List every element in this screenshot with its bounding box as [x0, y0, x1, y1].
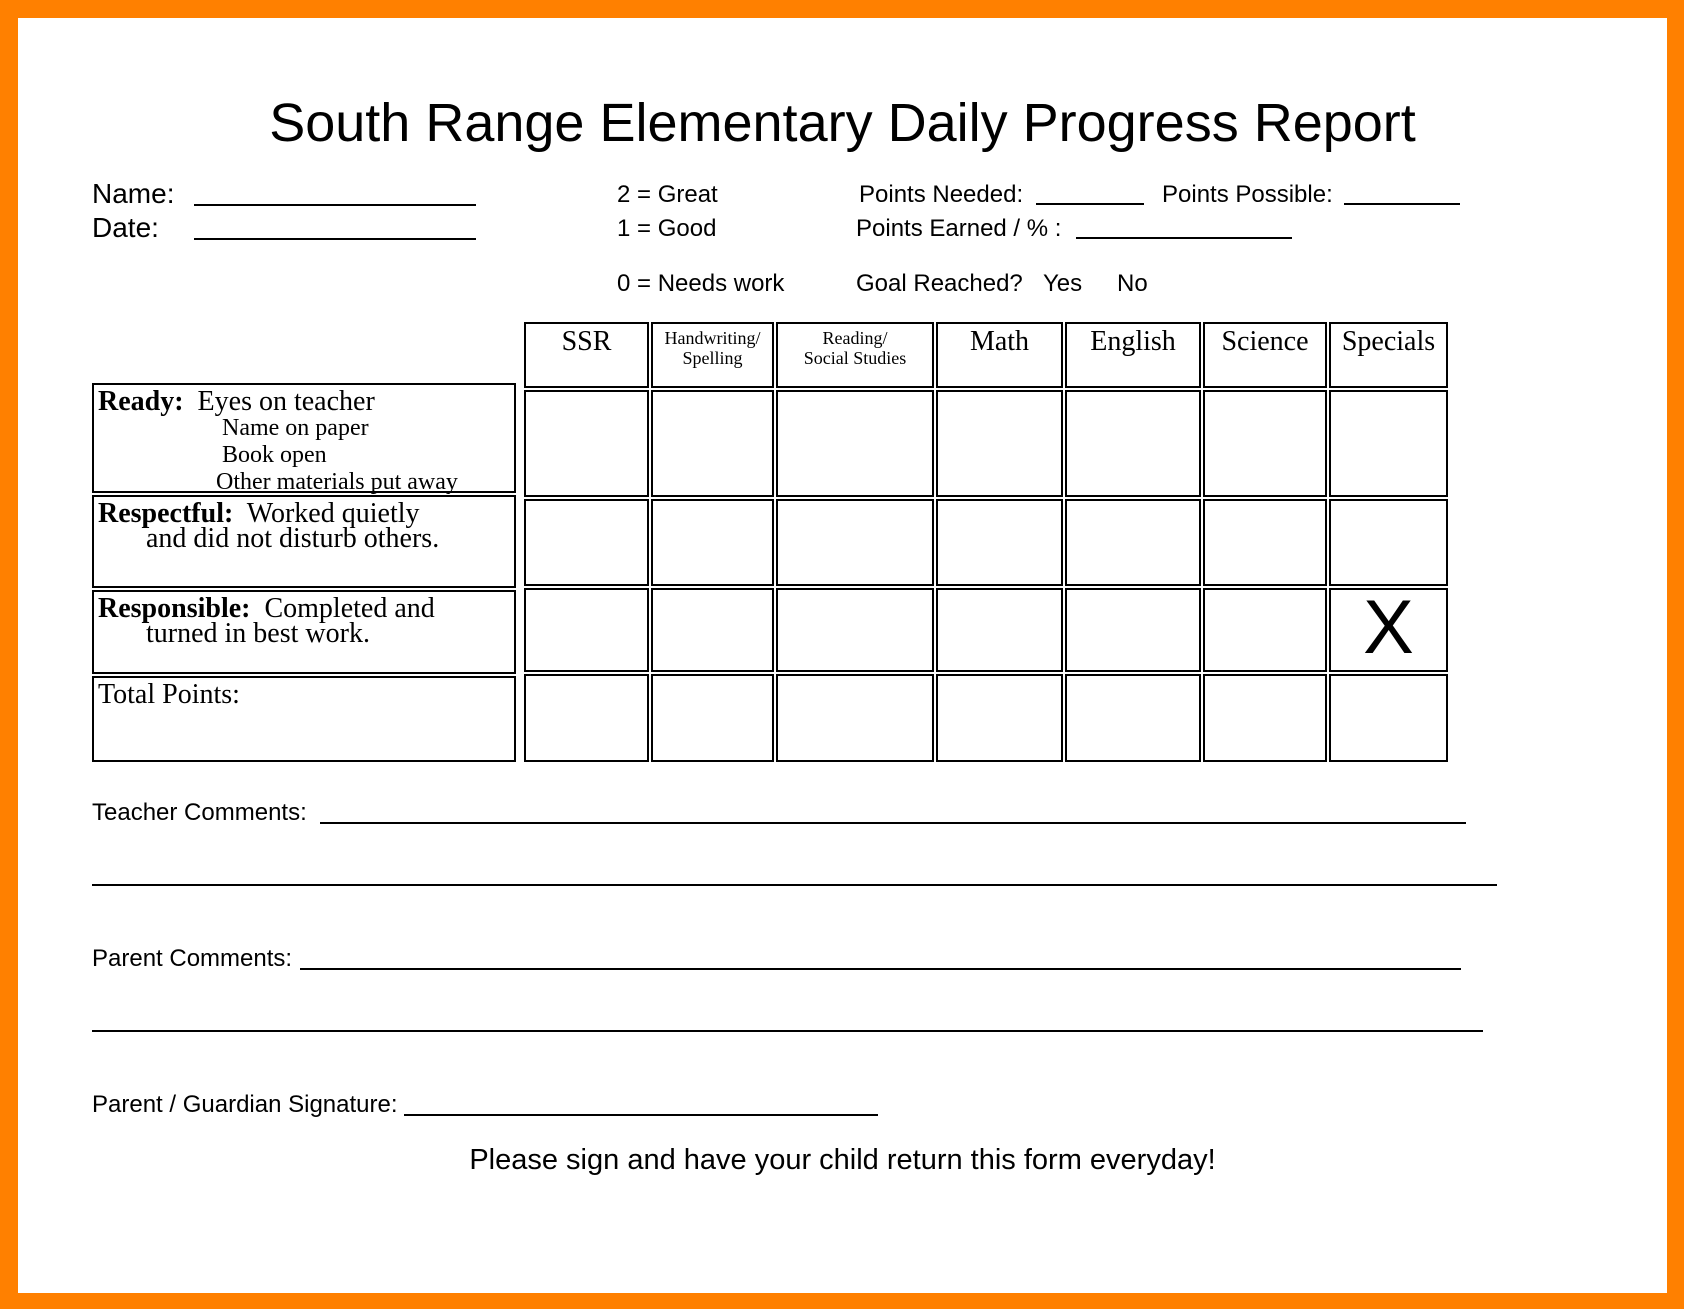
score-cell-responsible-3[interactable] — [776, 588, 934, 672]
score-cell-ready-5[interactable] — [1065, 390, 1201, 497]
points-needed-field[interactable] — [1036, 203, 1144, 205]
score-cell-responsible-5[interactable] — [1065, 588, 1201, 672]
score-cell-responsible-6[interactable] — [1203, 588, 1327, 672]
col-header-reading — [776, 322, 934, 388]
score-cell-total-4[interactable] — [936, 674, 1063, 762]
signature-line[interactable] — [404, 1114, 878, 1116]
score-cell-respectful-7[interactable] — [1329, 499, 1448, 586]
col-label-line2: Social Studies — [803, 348, 907, 368]
row-text-1: Worked quietly — [246, 498, 420, 529]
specials-responsible-mark: X — [1363, 585, 1414, 670]
footer-note: Please sign and have your child return this form everyday! — [469, 1144, 1216, 1176]
goal-no-option[interactable]: No — [1117, 270, 1148, 297]
row-label-total — [92, 676, 516, 762]
score-cell-total-1[interactable] — [524, 674, 649, 762]
col-label: Science — [1221, 326, 1309, 357]
points-possible-label: Points Possible: — [1162, 181, 1333, 208]
scale-good: 1 = Good — [617, 215, 717, 242]
parent-comments-line-1[interactable] — [300, 968, 1461, 970]
report-page — [18, 18, 1667, 1293]
points-earned-field[interactable] — [1076, 237, 1292, 239]
row-label-respectful — [92, 495, 516, 588]
score-cell-respectful-2[interactable] — [651, 499, 774, 586]
teacher-comments-line-1[interactable] — [320, 822, 1466, 824]
date-field[interactable] — [194, 238, 476, 240]
points-needed-label: Points Needed: — [859, 181, 1024, 208]
col-header-math — [936, 322, 1063, 388]
row-text-1: Completed and — [264, 593, 435, 624]
col-label: SSR — [561, 326, 612, 357]
col-header-ssr — [524, 322, 649, 388]
teacher-comments-line-2[interactable] — [92, 884, 1497, 886]
row-title: Ready: — [98, 386, 184, 417]
col-label: Specials — [1341, 326, 1436, 357]
score-cell-total-5[interactable] — [1065, 674, 1201, 762]
col-header-handwriting — [651, 322, 774, 388]
score-cell-respectful-5[interactable] — [1065, 499, 1201, 586]
name-label: Name: — [92, 178, 175, 209]
name-field[interactable] — [194, 204, 476, 206]
col-label: Math — [969, 326, 1030, 357]
signature-label: Parent / Guardian Signature: — [92, 1091, 398, 1118]
score-cell-respectful-4[interactable] — [936, 499, 1063, 586]
score-cell-respectful-3[interactable] — [776, 499, 934, 586]
row-text-2: turned in best work. — [146, 618, 370, 649]
score-cell-ready-4[interactable] — [936, 390, 1063, 497]
row-title: Responsible: — [98, 593, 251, 624]
col-header-english — [1065, 322, 1201, 388]
row-label-ready — [92, 383, 516, 493]
scale-great: 2 = Great — [617, 181, 718, 208]
score-cell-ready-1[interactable] — [524, 390, 649, 497]
row-text-2: Name on paper — [222, 415, 369, 441]
score-cell-ready-6[interactable] — [1203, 390, 1327, 497]
row-text-3: Book open — [222, 442, 327, 468]
col-label: English — [1090, 326, 1176, 357]
row-title: Total Points: — [98, 679, 240, 710]
col-label: Handwriting/ — [664, 328, 761, 348]
row-text-4: Other materials put away — [216, 469, 458, 495]
row-title: Respectful: — [98, 498, 234, 529]
points-possible-field[interactable] — [1344, 203, 1460, 205]
row-label-responsible — [92, 590, 516, 674]
row-text-1: Eyes on teacher — [197, 386, 375, 417]
parent-comments-label: Parent Comments: — [92, 945, 293, 972]
teacher-comments-label: Teacher Comments: — [92, 799, 307, 826]
page-title: South Range Elementary Daily Progress Report — [269, 93, 1416, 153]
score-cell-ready-2[interactable] — [651, 390, 774, 497]
col-label-line2: Spelling — [682, 348, 743, 368]
score-cell-total-3[interactable] — [776, 674, 934, 762]
score-cell-respectful-1[interactable] — [524, 499, 649, 586]
parent-comments-line-2[interactable] — [92, 1030, 1483, 1032]
scale-needs-work: 0 = Needs work — [617, 270, 785, 297]
date-label: Date: — [92, 212, 159, 243]
score-cell-total-6[interactable] — [1203, 674, 1327, 762]
score-cell-total-2[interactable] — [651, 674, 774, 762]
goal-yes-option[interactable]: Yes — [1043, 270, 1083, 297]
score-cell-total-7[interactable] — [1329, 674, 1448, 762]
score-cell-responsible-2[interactable] — [651, 588, 774, 672]
points-earned-label: Points Earned / % : — [856, 215, 1062, 242]
score-cell-responsible-4[interactable] — [936, 588, 1063, 672]
score-cell-ready-3[interactable] — [776, 390, 934, 497]
score-cell-respectful-6[interactable] — [1203, 499, 1327, 586]
row-text-2: and did not disturb others. — [146, 523, 440, 554]
goal-reached-label: Goal Reached? — [856, 270, 1023, 297]
col-header-science — [1203, 322, 1327, 388]
score-cell-ready-7[interactable] — [1329, 390, 1448, 497]
col-label: Reading/ — [822, 328, 888, 348]
score-cell-responsible-1[interactable] — [524, 588, 649, 672]
col-header-specials — [1329, 322, 1448, 388]
